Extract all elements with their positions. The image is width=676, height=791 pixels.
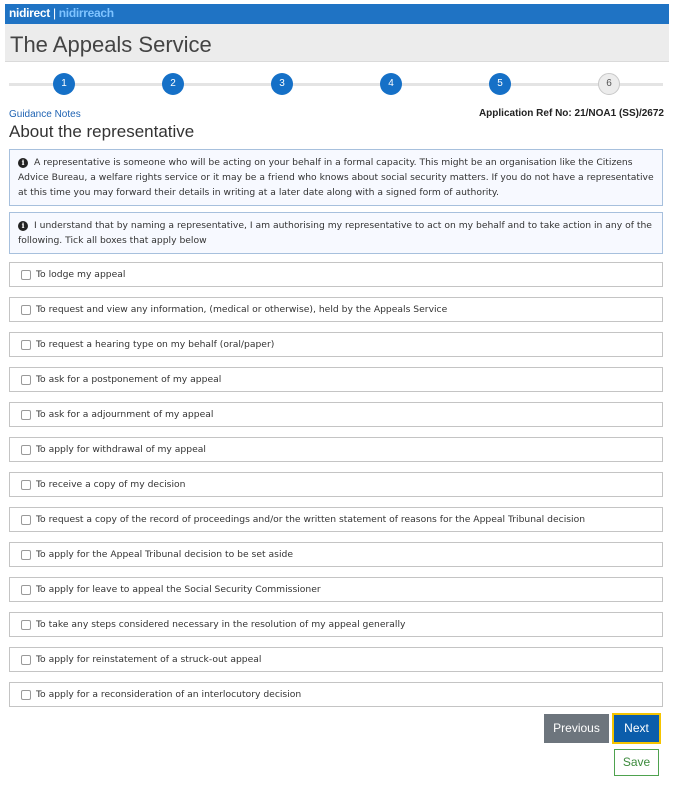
option-label: To apply for withdrawal of my appeal: [36, 444, 206, 455]
info-circle-icon: i: [18, 158, 28, 168]
option-withdrawal[interactable]: [9, 437, 663, 462]
representative-info-text: A representative is someone who will be acting on your behalf in a formal capacity. This might be an organisation like the Citizens Advice Bureau, a welfare rights service or it may be a friend who knows about social security matters. If you do not have a representative at this time you may forward their details in writing at a later date along with a signed form of authority.: [18, 157, 654, 198]
option-label: To apply for reinstatement of a struck-out appeal: [36, 654, 262, 665]
option-label: To request a hearing type on my behalf (oral/paper): [36, 339, 275, 350]
option-set-aside[interactable]: [9, 542, 663, 567]
guidance-notes-link[interactable]: Guidance Notes: [9, 109, 81, 120]
checkbox[interactable]: [21, 340, 31, 350]
checkbox[interactable]: [21, 410, 31, 420]
step-6: 6: [598, 73, 620, 95]
previous-button[interactable]: Previous: [544, 714, 609, 743]
stepper-track: [9, 83, 663, 86]
step-5[interactable]: 5: [489, 73, 511, 95]
brand-nidirect: nidirect: [9, 6, 50, 20]
option-leave-to-appeal[interactable]: [9, 577, 663, 602]
step-1[interactable]: 1: [53, 73, 75, 95]
option-receive-decision[interactable]: [9, 472, 663, 497]
checkbox[interactable]: [21, 550, 31, 560]
option-label: To lodge my appeal: [36, 269, 126, 280]
option-label: To ask for a adjournment of my appeal: [36, 409, 214, 420]
brand-separator: |: [52, 6, 56, 20]
option-adjournment[interactable]: [9, 402, 663, 427]
option-label: To request and view any information, (medical or otherwise), held by the Appeals Service: [36, 304, 448, 315]
option-reinstatement[interactable]: [9, 647, 663, 672]
next-button[interactable]: Next: [612, 713, 661, 744]
checkbox[interactable]: [21, 305, 31, 315]
representative-info-box: [9, 149, 663, 206]
checkbox[interactable]: [21, 655, 31, 665]
option-label: To request a copy of the record of proceedings and/or the written statement of reasons for the Appeal Tribunal decision: [36, 514, 586, 525]
option-record-of-proceedings[interactable]: [9, 507, 663, 532]
option-request-information[interactable]: [9, 297, 663, 322]
checkbox[interactable]: [21, 515, 31, 525]
checkbox[interactable]: [21, 585, 31, 595]
title-bar: [5, 24, 669, 62]
option-take-steps[interactable]: [9, 612, 663, 637]
brand-logo[interactable]: [9, 6, 114, 20]
option-label: To apply for leave to appeal the Social Security Commissioner: [36, 584, 321, 595]
progress-stepper: [9, 71, 663, 97]
option-label: To receive a copy of my decision: [36, 479, 186, 490]
info-circle-icon: i: [18, 221, 28, 231]
step-2[interactable]: 2: [162, 73, 184, 95]
step-4[interactable]: 4: [380, 73, 402, 95]
option-hearing-type[interactable]: [9, 332, 663, 357]
option-lodge-appeal[interactable]: [9, 262, 663, 287]
brand-secondary: nidirreach: [58, 6, 114, 20]
checkbox[interactable]: [21, 375, 31, 385]
option-label: To ask for a postponement of my appeal: [36, 374, 222, 385]
step-3[interactable]: 3: [271, 73, 293, 95]
option-label: To apply for a reconsideration of an interlocutory decision: [36, 689, 302, 700]
checkbox[interactable]: [21, 480, 31, 490]
checkbox[interactable]: [21, 445, 31, 455]
top-banner: [5, 4, 669, 24]
option-postponement[interactable]: [9, 367, 663, 392]
option-label: To apply for the Appeal Tribunal decision to be set aside: [36, 549, 293, 560]
checkbox[interactable]: [21, 270, 31, 280]
application-ref: Application Ref No: 21/NOA1 (SS)/2672: [478, 108, 664, 119]
checkbox[interactable]: [21, 620, 31, 630]
authorise-info-box: [9, 212, 663, 254]
save-button[interactable]: Save: [614, 749, 659, 776]
checkbox[interactable]: [21, 690, 31, 700]
authority-options-list: [9, 262, 663, 717]
authorise-info-text: I understand that by naming a representative, I am authorising my representative to act on my behalf and to take action in any of the following. Tick all boxes that apply below: [18, 220, 652, 246]
option-label: To take any steps considered necessary in the resolution of my appeal generally: [36, 619, 406, 630]
section-title: About the representative: [9, 122, 195, 141]
option-reconsideration[interactable]: [9, 682, 663, 707]
page-title: The Appeals Service: [10, 32, 212, 57]
